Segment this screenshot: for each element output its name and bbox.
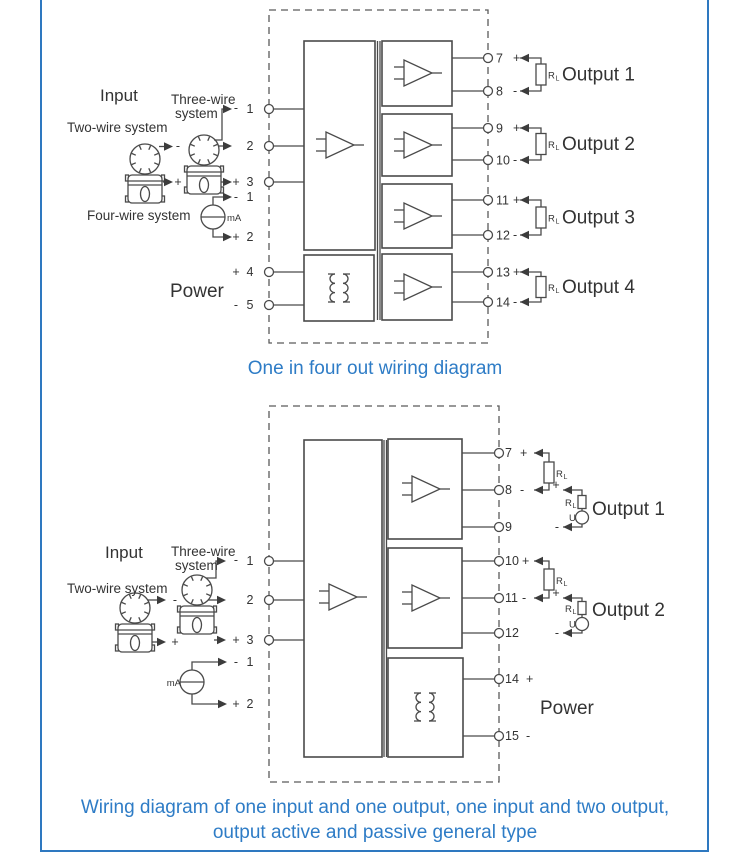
label-three-wire-2: system xyxy=(175,106,218,121)
label-power: Power xyxy=(170,281,224,302)
right-terminal-labels xyxy=(496,51,520,310)
svg-text:L: L xyxy=(555,145,560,152)
transmitter-three-wire-icon xyxy=(178,575,217,634)
caption-diagram-2 xyxy=(40,795,710,845)
wiring-diagram-top xyxy=(40,0,710,352)
svg-text:+: + xyxy=(513,265,521,279)
output-load-circuits xyxy=(520,54,546,306)
svg-text:+: + xyxy=(526,672,534,686)
svg-text:-: - xyxy=(522,591,527,605)
isolation-barrier xyxy=(384,440,387,757)
load-resistor xyxy=(536,64,546,85)
output-labels xyxy=(562,65,635,299)
svg-text:R: R xyxy=(548,140,555,151)
svg-text:8: 8 xyxy=(505,483,512,497)
svg-text:1: 1 xyxy=(246,655,254,669)
svg-text:12: 12 xyxy=(496,228,510,243)
svg-text:+: + xyxy=(513,193,521,207)
svg-text:2: 2 xyxy=(246,593,254,607)
svg-text:-: - xyxy=(233,655,239,669)
svg-text:U: U xyxy=(569,513,576,524)
power-transformer-block xyxy=(388,658,463,757)
svg-text:2: 2 xyxy=(246,139,254,153)
svg-text:1: 1 xyxy=(246,190,254,204)
svg-text:+: + xyxy=(171,635,179,649)
svg-text:8: 8 xyxy=(496,84,503,99)
svg-text:1: 1 xyxy=(246,102,254,116)
label-input: Input xyxy=(105,543,143,562)
svg-text:4: 4 xyxy=(246,265,254,279)
svg-text:-: - xyxy=(513,84,518,98)
svg-text:-: - xyxy=(233,298,239,312)
svg-text:U: U xyxy=(569,619,576,631)
right-terminal-labels xyxy=(505,446,533,743)
svg-text:-: - xyxy=(233,190,239,204)
svg-text:-: - xyxy=(172,593,178,607)
label-three-wire-2: system xyxy=(175,558,218,573)
svg-text:+: + xyxy=(520,446,528,460)
svg-text:Output 1: Output 1 xyxy=(592,499,665,520)
svg-text:11: 11 xyxy=(496,193,509,208)
caption-diagram-2-line2: output active and passive general type xyxy=(212,822,538,843)
svg-text:13: 13 xyxy=(496,265,510,280)
svg-text:Output 2: Output 2 xyxy=(562,134,635,155)
svg-text:-: - xyxy=(233,101,239,115)
svg-text:+: + xyxy=(513,121,521,135)
svg-text:2: 2 xyxy=(246,697,254,711)
voltage-source-icon xyxy=(576,618,589,631)
transmitter-two-wire-icon xyxy=(116,593,155,652)
svg-text:2: 2 xyxy=(246,230,254,244)
svg-text:7: 7 xyxy=(496,51,503,66)
ma-label: mA xyxy=(166,678,181,689)
svg-text:-: - xyxy=(233,553,239,567)
svg-text:1: 1 xyxy=(246,554,254,568)
svg-text:10: 10 xyxy=(496,153,510,168)
svg-text:9: 9 xyxy=(505,520,512,534)
caption-diagram-2-line1: Wiring diagram of one input and one output, one input and two output, xyxy=(80,797,670,818)
svg-text:Output 3: Output 3 xyxy=(562,207,635,229)
svg-text:-: - xyxy=(175,139,181,153)
svg-text:+: + xyxy=(232,230,240,244)
svg-text:-: - xyxy=(513,295,518,309)
svg-text:-: - xyxy=(520,483,525,497)
svg-text:5: 5 xyxy=(246,298,254,312)
label-three-wire-1: Three-wire xyxy=(171,544,236,559)
svg-text:R: R xyxy=(556,469,563,480)
svg-text:10: 10 xyxy=(505,554,519,568)
svg-text:+: + xyxy=(513,51,521,65)
svg-text:11: 11 xyxy=(505,591,518,605)
svg-text:R: R xyxy=(548,70,555,82)
svg-text:L: L xyxy=(555,218,560,226)
caption-diagram-1: One in four out wiring diagram xyxy=(247,358,503,379)
svg-text:14: 14 xyxy=(496,295,510,310)
svg-text:R: R xyxy=(565,604,572,615)
svg-text:Output 2: Output 2 xyxy=(592,600,665,621)
svg-text:R: R xyxy=(565,498,572,509)
isolation-barrier xyxy=(378,41,381,320)
svg-text:R: R xyxy=(548,213,555,225)
load-resistor xyxy=(536,134,546,155)
svg-text:L: L xyxy=(572,503,577,510)
svg-text:+: + xyxy=(522,554,530,568)
svg-text:-: - xyxy=(554,626,560,640)
svg-text:+: + xyxy=(232,633,240,647)
load-resistor xyxy=(536,277,546,298)
svg-text:L: L xyxy=(563,581,568,588)
svg-text:+: + xyxy=(174,175,182,189)
svg-text:-: - xyxy=(554,520,560,534)
active-load-circuits xyxy=(534,449,554,602)
transmitter-two-wire-icon xyxy=(126,144,165,203)
svg-text:+: + xyxy=(552,586,560,600)
label-two-wire: Two-wire system xyxy=(67,120,168,135)
svg-text:9: 9 xyxy=(496,121,503,136)
svg-text:3: 3 xyxy=(246,175,254,189)
load-resistor xyxy=(578,602,586,615)
ma-source-icon xyxy=(180,670,204,694)
svg-text:+: + xyxy=(232,697,240,711)
ma-label: mA xyxy=(227,213,242,224)
label-power: Power xyxy=(540,698,594,719)
output-labels xyxy=(592,499,665,621)
svg-text:L: L xyxy=(563,474,568,481)
load-circuit-labels xyxy=(552,469,576,640)
svg-text:14: 14 xyxy=(505,672,519,686)
svg-text:+: + xyxy=(552,478,560,492)
wiring-diagram-bottom xyxy=(40,398,710,790)
label-three-wire-1: Three-wire xyxy=(171,92,236,107)
load-resistor xyxy=(578,496,586,509)
label-input: Input xyxy=(100,86,138,105)
voltage-source-icon xyxy=(576,511,589,524)
load-resistor xyxy=(536,207,546,228)
ma-source-icon xyxy=(201,205,225,229)
svg-text:-: - xyxy=(513,228,518,242)
label-four-wire: Four-wire system xyxy=(87,208,191,223)
svg-text:7: 7 xyxy=(505,446,512,460)
svg-text:12: 12 xyxy=(505,626,519,640)
transmitter-three-wire-icon xyxy=(185,135,224,194)
svg-text:+: + xyxy=(232,265,240,279)
svg-text:L: L xyxy=(572,609,577,616)
svg-text:+: + xyxy=(232,175,240,189)
svg-text:3: 3 xyxy=(246,633,254,647)
svg-text:-: - xyxy=(526,729,531,743)
svg-text:R: R xyxy=(556,576,563,587)
svg-text:L: L xyxy=(555,288,560,295)
power-transformer-block xyxy=(304,255,374,321)
svg-text:-: - xyxy=(513,153,518,167)
svg-text:15: 15 xyxy=(505,729,519,743)
isolator-dashed-enclosure xyxy=(269,10,488,343)
rl-labels xyxy=(548,71,560,296)
svg-text:L: L xyxy=(555,75,560,83)
svg-text:Output 1: Output 1 xyxy=(562,64,635,86)
svg-text:R: R xyxy=(548,283,555,294)
label-two-wire: Two-wire system xyxy=(67,581,168,596)
svg-text:Output 4: Output 4 xyxy=(562,277,635,298)
